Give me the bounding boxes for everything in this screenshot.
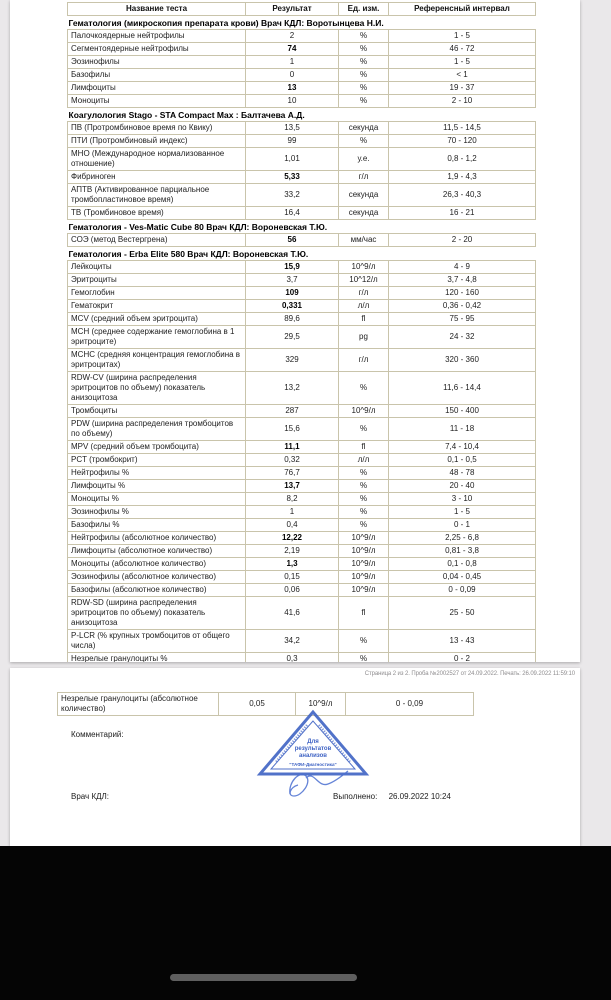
column-header: Результат (246, 3, 339, 16)
test-name: MCH (среднее содержание гемоглобина в 1 эритроците) (68, 326, 246, 349)
section-row (68, 220, 536, 234)
unit: fl (339, 313, 389, 326)
unit: мм/час (339, 234, 389, 247)
reference-interval: 48 - 78 (389, 467, 536, 480)
table-row (68, 30, 536, 43)
reference-interval: 13 - 43 (389, 630, 536, 653)
table-row (68, 95, 536, 108)
unit: % (339, 372, 389, 405)
unit: секунда (339, 184, 389, 207)
reference-interval: 120 - 160 (389, 287, 536, 300)
column-header: Ед. изм. (339, 3, 389, 16)
result-value: 0,06 (246, 584, 339, 597)
table-row (68, 56, 536, 69)
unit: % (339, 82, 389, 95)
unit: % (339, 418, 389, 441)
test-name: ТВ (Тромбиновое время) (68, 207, 246, 220)
reference-interval: 46 - 72 (389, 43, 536, 56)
table-row (68, 597, 536, 630)
unit: секунда (339, 207, 389, 220)
table-row (68, 274, 536, 287)
column-header: Референсный интервал (389, 3, 536, 16)
test-name: Тромбоциты (68, 405, 246, 418)
unit: г/л (339, 171, 389, 184)
unit: fl (339, 441, 389, 454)
page-info-line: Страница 2 из 2. Проба №2002527 от 24.09.2022. Печать: 26.09.2022 11:59:10 (364, 671, 575, 677)
unit: л/л (339, 300, 389, 313)
unit: % (339, 95, 389, 108)
test-name: PDW (ширина распределения тромбоцитов по объему) (68, 418, 246, 441)
unit: % (339, 506, 389, 519)
reference-interval: 2 - 10 (389, 95, 536, 108)
result-value: 0,4 (246, 519, 339, 532)
reference-interval: 1,9 - 4,3 (389, 171, 536, 184)
reference-interval: 0 - 2 (389, 653, 536, 663)
result-value: 16,4 (246, 207, 339, 220)
reference-interval: 11 - 18 (389, 418, 536, 441)
table-row (68, 493, 536, 506)
table-row (68, 519, 536, 532)
test-name: Лимфоциты (68, 82, 246, 95)
table-row (68, 467, 536, 480)
section-row (68, 247, 536, 261)
table-header-row (68, 3, 536, 16)
reference-interval: 11,5 - 14,5 (389, 122, 536, 135)
table-row (68, 506, 536, 519)
result-value: 2,19 (246, 545, 339, 558)
reference-interval: 1 - 5 (389, 56, 536, 69)
table-row (68, 313, 536, 326)
test-name: Сегментоядерные нейтрофилы (68, 43, 246, 56)
reference-interval: 0 - 0,09 (346, 693, 474, 716)
reference-interval: 1 - 5 (389, 30, 536, 43)
result-value: 109 (246, 287, 339, 300)
table-row (68, 135, 536, 148)
reference-interval: 11,6 - 14,4 (389, 372, 536, 405)
unit: 10^9/л (296, 693, 346, 716)
test-name: Незрелые гранулоциты (абсолютное количество) (58, 693, 219, 716)
reference-interval: 0 - 0,09 (389, 584, 536, 597)
test-name: Моноциты % (68, 493, 246, 506)
result-value: 99 (246, 135, 339, 148)
test-name: P-LCR (% крупных тромбоцитов от общего числа) (68, 630, 246, 653)
table-row (68, 349, 536, 372)
result-value: 287 (246, 405, 339, 418)
test-name: МНО (Международное нормализованное отношение) (68, 148, 246, 171)
table-row (68, 441, 536, 454)
table-row (68, 234, 536, 247)
table-row (68, 630, 536, 653)
result-value: 74 (246, 43, 339, 56)
report-page-1 (10, 0, 580, 662)
unit: pg (339, 326, 389, 349)
result-value: 1 (246, 56, 339, 69)
table-row (68, 558, 536, 571)
test-name: Базофилы (абсолютное количество) (68, 584, 246, 597)
unit: 10^9/л (339, 558, 389, 571)
result-value: 0,15 (246, 571, 339, 584)
test-name: Эозинофилы % (68, 506, 246, 519)
unit: 10^9/л (339, 584, 389, 597)
test-name: Моноциты (абсолютное количество) (68, 558, 246, 571)
result-value: 34,2 (246, 630, 339, 653)
reference-interval: 75 - 95 (389, 313, 536, 326)
test-name: Гематокрит (68, 300, 246, 313)
result-value: 13,7 (246, 480, 339, 493)
test-name: MCV (средний объем эритроцита) (68, 313, 246, 326)
test-name: Лимфоциты % (68, 480, 246, 493)
completed-row (333, 792, 451, 801)
test-name: Гемоглобин (68, 287, 246, 300)
unit: % (339, 30, 389, 43)
unit: % (339, 480, 389, 493)
result-value: 1,3 (246, 558, 339, 571)
svg-text:анализов: анализов (299, 753, 327, 759)
result-value: 12,22 (246, 532, 339, 545)
table-row (68, 532, 536, 545)
unit: % (339, 630, 389, 653)
table-row (68, 571, 536, 584)
unit: 10^9/л (339, 261, 389, 274)
unit: 10^9/л (339, 405, 389, 418)
reference-interval: 4 - 9 (389, 261, 536, 274)
test-name: СОЭ (метод Вестергрена) (68, 234, 246, 247)
section-row (68, 108, 536, 122)
unit: % (339, 135, 389, 148)
result-value: 5,33 (246, 171, 339, 184)
result-value: 8,2 (246, 493, 339, 506)
test-name: ПВ (Протромбиновое время по Квику) (68, 122, 246, 135)
reference-interval: 0,8 - 1,2 (389, 148, 536, 171)
test-name: Лейкоциты (68, 261, 246, 274)
result-value: 15,6 (246, 418, 339, 441)
lab-stamp (254, 708, 372, 804)
result-value: 33,2 (246, 184, 339, 207)
result-value: 41,6 (246, 597, 339, 630)
completed-label: Выполнено: (333, 792, 378, 801)
stamp-text (289, 739, 336, 767)
test-name: Лимфоциты (абсолютное количество) (68, 545, 246, 558)
section-title: Гематология - Erba Elite 580 Врач КДЛ: Вороневская Т.Ю. (68, 247, 536, 261)
result-value: 56 (246, 234, 339, 247)
result-value: 0,32 (246, 454, 339, 467)
reference-interval: 1 - 5 (389, 506, 536, 519)
reference-interval: 3,7 - 4,8 (389, 274, 536, 287)
completed-datetime: 26.09.2022 10:24 (388, 792, 451, 801)
unit: 10^9/л (339, 532, 389, 545)
unit: г/л (339, 349, 389, 372)
result-value: 329 (246, 349, 339, 372)
section-row (68, 16, 536, 30)
result-value: 76,7 (246, 467, 339, 480)
test-name: ПТИ (Протромбиновый индекс) (68, 135, 246, 148)
test-name: Нейтрофилы % (68, 467, 246, 480)
result-value: 1,01 (246, 148, 339, 171)
result-value: 2 (246, 30, 339, 43)
table-row (68, 171, 536, 184)
result-value: 0,3 (246, 653, 339, 663)
test-name: MCHC (средняя концентрация гемоглобина в эритроцитах) (68, 349, 246, 372)
test-name: RDW-SD (ширина распределения эритроцитов по объему) показатель анизоцитоза (68, 597, 246, 630)
reference-interval: 0 - 1 (389, 519, 536, 532)
reference-interval: 70 - 120 (389, 135, 536, 148)
unit: у.е. (339, 148, 389, 171)
table-row (68, 584, 536, 597)
result-value: 0 (246, 69, 339, 82)
reference-interval: 2,25 - 6,8 (389, 532, 536, 545)
table-row (68, 326, 536, 349)
result-value: 13,5 (246, 122, 339, 135)
result-value: 1 (246, 506, 339, 519)
test-name: Незрелые гранулоциты % (68, 653, 246, 663)
test-name: Фибриноген (68, 171, 246, 184)
result-value: 10 (246, 95, 339, 108)
table-row (68, 43, 536, 56)
unit: % (339, 467, 389, 480)
unit: % (339, 43, 389, 56)
unit: 10^12/л (339, 274, 389, 287)
result-value: 11,1 (246, 441, 339, 454)
table-row (68, 148, 536, 171)
test-name: Моноциты (68, 95, 246, 108)
svg-text:результатов: результатов (294, 746, 332, 752)
table-row (68, 372, 536, 405)
unit: % (339, 653, 389, 663)
table-row (68, 454, 536, 467)
unit: 10^9/л (339, 571, 389, 584)
table-row (68, 405, 536, 418)
unit: % (339, 56, 389, 69)
unit: % (339, 69, 389, 82)
table-row (68, 287, 536, 300)
test-name: Палочкоядерные нейтрофилы (68, 30, 246, 43)
table-row (68, 261, 536, 274)
table-row (68, 184, 536, 207)
reference-interval: 20 - 40 (389, 480, 536, 493)
test-name: Базофилы (68, 69, 246, 82)
reference-interval: 7,4 - 10,4 (389, 441, 536, 454)
section-title: Гематология (микроскопия препарата крови) Врач КДЛ: Воротынцева Н.И. (68, 16, 536, 30)
unit: fl (339, 597, 389, 630)
result-value: 29,5 (246, 326, 339, 349)
table-row (68, 418, 536, 441)
result-value: 3,7 (246, 274, 339, 287)
table-row (68, 300, 536, 313)
table-row (68, 122, 536, 135)
reference-interval: 0,36 - 0,42 (389, 300, 536, 313)
table-row (68, 545, 536, 558)
reference-interval: 150 - 400 (389, 405, 536, 418)
reference-interval: 0,04 - 0,45 (389, 571, 536, 584)
result-value: 13 (246, 82, 339, 95)
reference-interval: 19 - 37 (389, 82, 536, 95)
table-row (68, 82, 536, 95)
section-title: Коагулология Stago - STA Compact Max : Балтачева А.Д. (68, 108, 536, 122)
table-row (68, 207, 536, 220)
unit: % (339, 493, 389, 506)
table-row (68, 653, 536, 663)
comment-label: Комментарий: (71, 730, 124, 739)
home-indicator[interactable] (170, 974, 357, 981)
unit: г/л (339, 287, 389, 300)
reference-interval: 2 - 20 (389, 234, 536, 247)
system-navigation-area (0, 846, 611, 1000)
test-name: PCT (тромбокрит) (68, 454, 246, 467)
table-row (68, 480, 536, 493)
test-name: Эозинофилы (абсолютное количество) (68, 571, 246, 584)
result-value: 15,9 (246, 261, 339, 274)
reference-interval: 16 - 21 (389, 207, 536, 220)
reference-interval: 24 - 32 (389, 326, 536, 349)
unit: л/л (339, 454, 389, 467)
unit: % (339, 519, 389, 532)
test-name: Нейтрофилы (абсолютное количество) (68, 532, 246, 545)
svg-text:Для: Для (307, 739, 319, 745)
test-name: MPV (средний объем тромбоцита) (68, 441, 246, 454)
reference-interval: 320 - 360 (389, 349, 536, 372)
result-value: 13,2 (246, 372, 339, 405)
table-row (68, 69, 536, 82)
test-name: RDW-CV (ширина распределения эритроцитов по объему) показатель анизоцитоза (68, 372, 246, 405)
result-value: 0,05 (219, 693, 296, 716)
result-value: 0,331 (246, 300, 339, 313)
test-name: Базофилы % (68, 519, 246, 532)
test-name: Эритроциты (68, 274, 246, 287)
result-value: 89,6 (246, 313, 339, 326)
doctor-label: Врач КДЛ: (71, 792, 109, 801)
reference-interval: 3 - 10 (389, 493, 536, 506)
test-name: АПТВ (Активированное парциальное тромбопластиновое время) (68, 184, 246, 207)
reference-interval: 26,3 - 40,3 (389, 184, 536, 207)
section-title: Гематология - Ves-Matic Cube 80 Врач КДЛ: Вороневская Т.Ю. (68, 220, 536, 234)
report-page-2 (10, 668, 580, 846)
unit: секунда (339, 122, 389, 135)
unit: 10^9/л (339, 545, 389, 558)
reference-interval: 0,1 - 0,8 (389, 558, 536, 571)
reference-interval: 0,81 - 3,8 (389, 545, 536, 558)
reference-interval: < 1 (389, 69, 536, 82)
reference-interval: 25 - 50 (389, 597, 536, 630)
test-name: Эозинофилы (68, 56, 246, 69)
results-table (67, 2, 536, 662)
reference-interval: 0,1 - 0,5 (389, 454, 536, 467)
stamp-org-name: "ТАФИ-Диагностика" (289, 762, 337, 767)
column-header: Название теста (68, 3, 246, 16)
